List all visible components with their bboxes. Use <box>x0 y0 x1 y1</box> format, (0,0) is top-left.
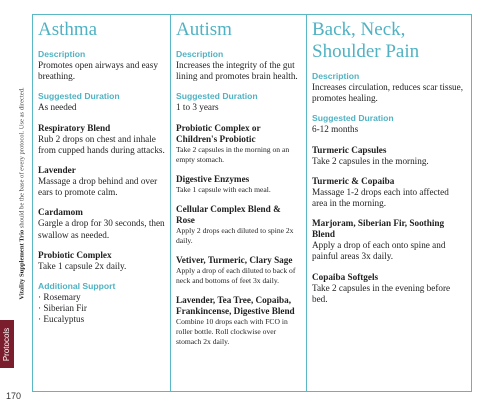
item-title: Vetiver, Turmeric, Clary Sage <box>176 254 293 265</box>
item-text: Apply a drop of each onto spine and painful areas 3x daily. <box>312 240 446 262</box>
item-title: Cardamom <box>38 207 83 218</box>
list-item: · Siberian Fir <box>38 303 87 314</box>
section-tab-label: Protocols <box>2 327 12 361</box>
item-title: Cellular Complex Blend & Rose <box>176 203 281 225</box>
duration-text: 1 to 3 years <box>176 102 219 113</box>
list-item: · Eucalyptus <box>38 314 85 325</box>
item-text: Gargle a drop for 30 seconds, then swallow as needed. <box>38 218 165 240</box>
section-tab-protocols <box>0 320 14 368</box>
item-title: Copaiba Softgels <box>312 271 379 282</box>
description-label: Description <box>312 71 360 81</box>
column-title: Asthma <box>38 19 98 40</box>
list-item: · Rosemary <box>38 292 81 303</box>
description-text: Promotes open airways and easy breathing. <box>38 60 158 82</box>
item-text: Apply a drop of each diluted to back of neck and bottoms of feet 3x daily. <box>176 265 296 285</box>
item-title: Probiotic Complex or Children's Probiotic <box>176 122 261 144</box>
item-text: Massage 1-2 drops each into affected area in the morning. <box>312 186 449 209</box>
item-text: Take 2 capsules in the evening before bed. <box>312 282 451 304</box>
duration-label: Suggested Duration <box>312 113 394 124</box>
description-label: Description <box>38 49 86 59</box>
item-title: Probiotic Complex <box>38 249 112 260</box>
item-text: Take 2 capsules in the morning on an empty stomach. <box>176 144 290 164</box>
item-title: Turmeric & Copaiba <box>312 175 395 186</box>
additional-support-list <box>38 292 165 326</box>
item-text: Combine 10 drops each with FCO in roller bottle. Roll clockwise over stomach 2x daily. <box>176 316 288 346</box>
item-text: Take 2 capsules in the morning. <box>312 155 429 166</box>
duration-label: Suggested Duration <box>176 91 258 102</box>
column-title: Back, Neck, Shoulder Pain <box>312 19 420 62</box>
item-title: Digestive Enzymes <box>176 173 250 184</box>
item-text: Rub 2 drops on chest and inhale from cupped hands during attacks. <box>38 133 165 155</box>
item-text: Take 1 capsule with each meal. <box>176 184 271 194</box>
duration-text: As needed <box>38 102 77 113</box>
additional-support-label: Additional Support <box>38 281 116 292</box>
vertical-note-text: should be the base of every protocol. Use as directed. <box>18 86 26 230</box>
item-text: Take 1 capsule 2x daily. <box>38 260 127 271</box>
item-title: Lavender, Tea Tree, Copaiba, Frankincense, Digestive Blend <box>176 294 295 316</box>
protocol-table <box>32 14 472 392</box>
item-title: Turmeric Capsules <box>312 144 387 155</box>
column-autism <box>171 15 307 391</box>
vertical-note <box>16 48 28 338</box>
column-title: Autism <box>176 19 232 40</box>
column-back-neck-shoulder-pain <box>307 15 471 391</box>
column-asthma <box>33 15 171 391</box>
item-title: Lavender <box>38 165 76 176</box>
item-title: Respiratory Blend <box>38 122 111 133</box>
item-title: Marjoram, Siberian Fir, Soothing Blend <box>312 218 445 240</box>
duration-label: Suggested Duration <box>38 91 120 102</box>
description-text: Increases circulation, reduces scar tissue, promotes healing. <box>312 82 464 104</box>
description-text: Increases the integrity of the gut lining and promotes brain health. <box>176 60 298 82</box>
description-label: Description <box>176 49 224 59</box>
page-number: 170 <box>6 391 22 401</box>
vertical-note-strong: Vitality Supplement Trio <box>18 229 26 300</box>
item-text: Apply 2 drops each diluted to spine 2x daily. <box>176 225 294 245</box>
item-text: Massage a drop behind and over ears to promote calm. <box>38 176 158 198</box>
duration-text: 6-12 months <box>312 124 359 135</box>
